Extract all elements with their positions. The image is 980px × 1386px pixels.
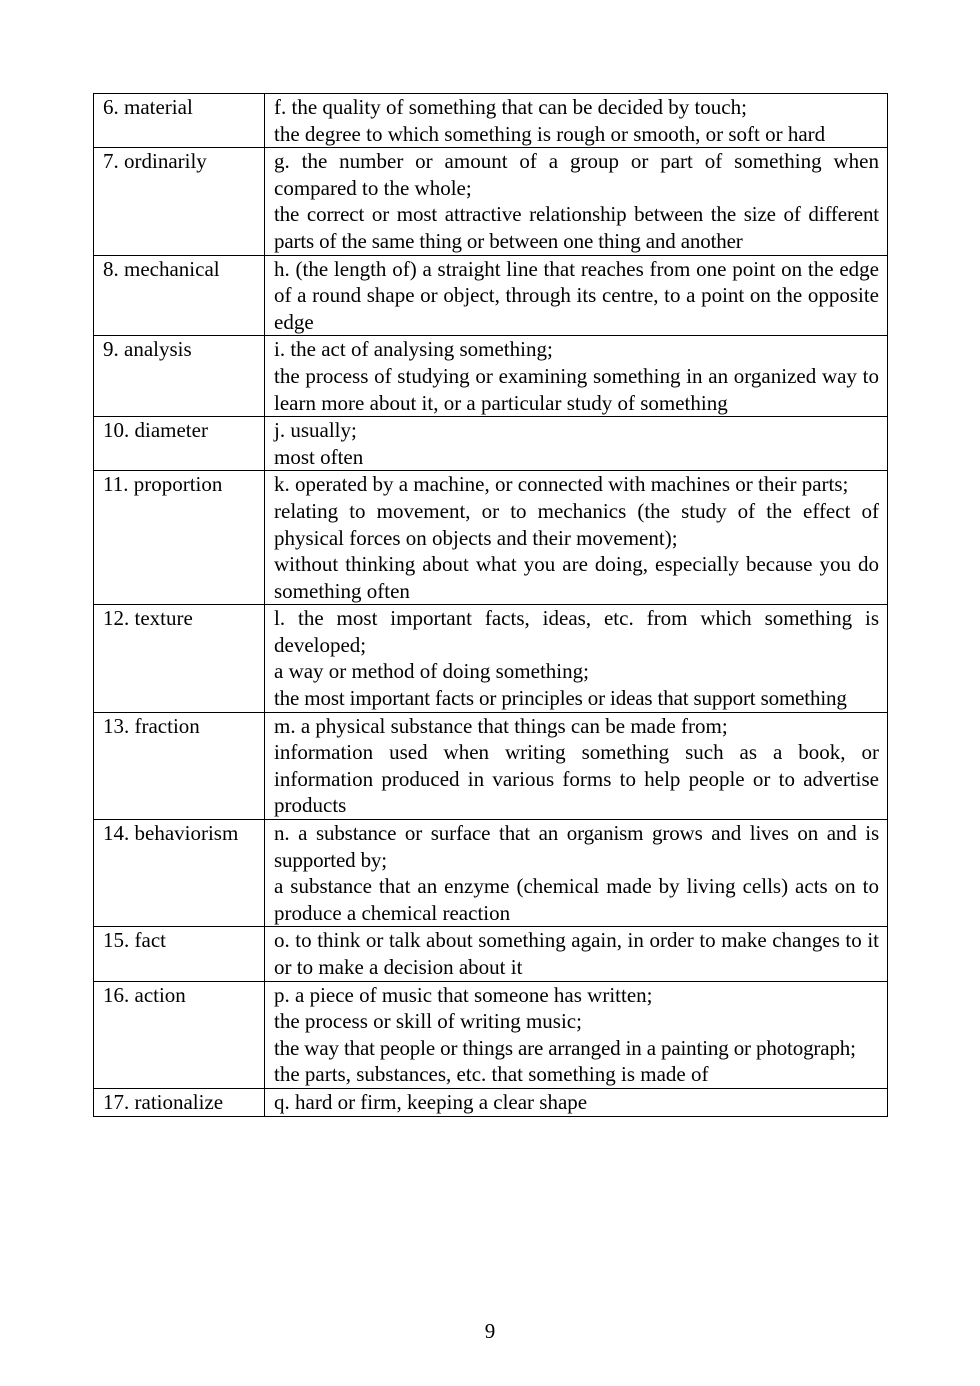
- vocabulary-table-body: [94, 94, 888, 1117]
- definition-line: q. hard or firm, keeping a clear shape: [274, 1089, 588, 1114]
- definition-cell: [265, 336, 888, 417]
- definition-line: l. the most important facts, ideas, etc. from which something is developed;: [274, 606, 879, 657]
- table-row: [94, 927, 888, 981]
- table-row: [94, 148, 888, 255]
- term-cell: 15. fact: [94, 927, 265, 981]
- table-row: [94, 471, 888, 605]
- definition-line: p. a piece of music that someone has written;: [274, 982, 653, 1007]
- definition-cell: [265, 255, 888, 336]
- definition-line: the process or skill of writing music;: [274, 1009, 582, 1034]
- definition-line: k. operated by a machine, or connected with machines or their parts;: [274, 472, 849, 497]
- definition-line: most often: [274, 444, 364, 469]
- definition-cell: [265, 981, 888, 1088]
- definition-cell: [265, 148, 888, 255]
- definition-cell: [265, 820, 888, 927]
- term-cell: 8. mechanical: [94, 255, 265, 336]
- table-row: [94, 417, 888, 471]
- table-row: [94, 981, 888, 1088]
- term-cell: 13. fraction: [94, 712, 265, 819]
- definition-line: information used when writing something such as a book, or information produced in various forms to help people or to advertise products: [274, 740, 879, 818]
- vocabulary-matching-table: [93, 93, 888, 1117]
- definition-line: i. the act of analysing something;: [274, 337, 553, 362]
- definition-line: n. a substance or surface that an organism grows and lives on and is supported by;: [274, 821, 879, 872]
- definition-cell: [265, 94, 888, 148]
- definition-line: the most important facts or principles or ideas that support something: [274, 686, 847, 711]
- page-number: 9: [484, 1319, 496, 1343]
- term-cell: 9. analysis: [94, 336, 265, 417]
- table-row: [94, 336, 888, 417]
- definition-cell: [265, 605, 888, 712]
- definition-cell: [265, 1088, 888, 1116]
- definition-line: without thinking about what you are doing, especially because you do something often: [274, 552, 879, 603]
- term-cell: 10. diameter: [94, 417, 265, 471]
- definition-line: the correct or most attractive relationship between the size of different parts of the same thing or between one thing and another: [274, 202, 879, 253]
- term-cell: 7. ordinarily: [94, 148, 265, 255]
- table-row: [94, 820, 888, 927]
- definition-line: m. a physical substance that things can be made from;: [274, 713, 728, 738]
- term-cell: 14. behaviorism: [94, 820, 265, 927]
- definition-cell: [265, 712, 888, 819]
- definition-cell: [265, 927, 888, 981]
- table-row: [94, 1088, 888, 1116]
- term-cell: 11. proportion: [94, 471, 265, 605]
- definition-line: a way or method of doing something;: [274, 659, 589, 684]
- table-row: [94, 94, 888, 148]
- definition-line: a substance that an enzyme (chemical made by living cells) acts on to produce a chemical reaction: [274, 874, 879, 925]
- term-cell: 16. action: [94, 981, 265, 1088]
- table-row: [94, 255, 888, 336]
- definition-line: f. the quality of something that can be decided by touch;: [274, 95, 747, 119]
- table-row: [94, 712, 888, 819]
- definition-line: the process of studying or examining something in an organized way to learn more about it, or a particular study of something: [274, 363, 879, 415]
- term-cell: 17. rationalize: [94, 1088, 265, 1116]
- definition-line: the degree to which something is rough or smooth, or soft or hard: [274, 121, 826, 146]
- definition-line: o. to think or talk about something again, in order to make changes to it or to make a decision about it: [274, 928, 879, 979]
- definition-line: relating to movement, or to mechanics (the study of the effect of physical forces on objects and their movement);: [274, 498, 879, 550]
- definition-line: g. the number or amount of a group or part of something when compared to the whole;: [274, 149, 879, 200]
- definition-cell: [265, 417, 888, 471]
- term-cell: 6. material: [94, 94, 265, 148]
- definition-line: h. (the length of) a straight line that reaches from one point on the edge of a round shape or object, through its centre, to a point on the opposite edge: [274, 256, 879, 334]
- definition-cell: [265, 471, 888, 605]
- definition-line: j. usually;: [274, 418, 357, 443]
- table-row: [94, 605, 888, 712]
- definition-line: the parts, substances, etc. that something is made of: [274, 1062, 709, 1087]
- term-cell: 12. texture: [94, 605, 265, 712]
- definition-line: the way that people or things are arranged in a painting or photograph;: [274, 1035, 856, 1060]
